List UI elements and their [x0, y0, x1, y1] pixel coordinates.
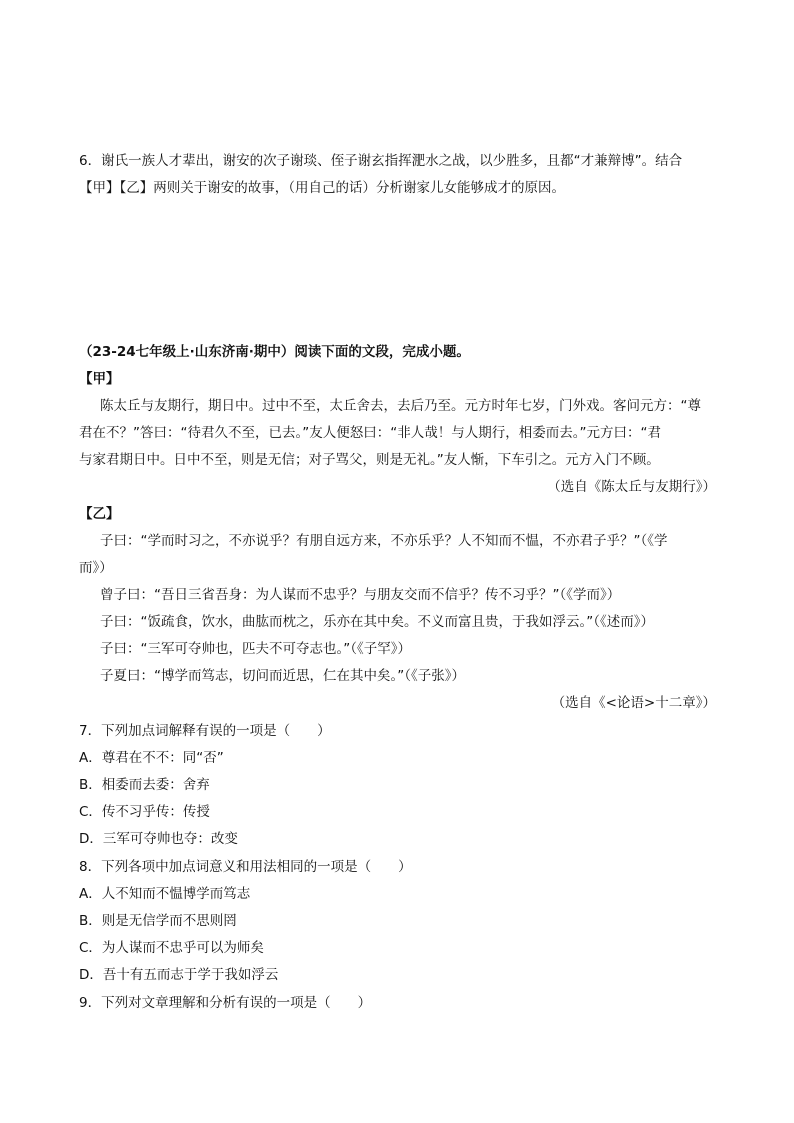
yi-line-4: 子曰：“饭疏食，饮水，曲肱而枕之，乐亦在其中矣。不义而富且贵，于我如浮云。”（《述而》）: [100, 614, 654, 630]
q8-option-b: B．则是无信学而不思则罔: [79, 913, 237, 929]
yi-line-6: 子夏曰：“博学而笃志，切问而近思，仁在其中矣。”（《子张》）: [100, 668, 465, 684]
jia-label: 【甲】: [79, 371, 120, 387]
q7-option-a: A．尊君在不不：同“否”: [79, 750, 224, 766]
section-intro: （23-24七年级上·山东济南·期中）阅读下面的文段，完成小题。: [79, 344, 470, 360]
q7-option-c: C．传不习乎传：传授: [79, 804, 210, 820]
q8-option-c: C．为人谋而不忠乎可以为师矣: [79, 940, 264, 956]
q7-stem: 7．下列加点词解释有误的一项是（ ）: [79, 723, 331, 739]
q9-stem: 9．下列对文章理解和分析有误的一项是（ ）: [79, 995, 372, 1011]
jia-source: （选自《陈太丘与友期行》）: [547, 479, 716, 495]
q6-text-line-2: 【甲】【乙】两则关于谢安的故事，（用自己的话）分析谢家儿女能够成才的原因。: [79, 180, 565, 196]
yi-line-2: 而》）: [79, 560, 113, 576]
jia-line-2: 君在不？”答曰：“待君久不至，已去。”友人便怒曰：“非人哉！与人期行，相委而去。”元方曰：“君: [79, 425, 661, 441]
yi-line-3: 曾子曰：“吾日三省吾身：为人谋而不忠乎？与朋友交而不信乎？传不习乎？”（《学而》）: [100, 587, 621, 603]
jia-line-1: 陈太丘与友期行，期日中。过中不至，太丘舍去，去后乃至。元方时年七岁，门外戏。客问元方：“尊: [100, 398, 701, 414]
yi-line-1: 子曰：“学而时习之，不亦说乎？有朋自远方来，不亦乐乎？人不知而不愠，不亦君子乎？”（《学: [100, 533, 668, 549]
q8-option-d: D．吾十有五而志于学于我如浮云: [79, 967, 279, 983]
yi-label: 【乙】: [79, 506, 120, 522]
q6-text-line-1: 6．谢氏一族人才辈出，谢安的次子谢琰、侄子谢玄指挥淝水之战，以少胜多，且都“才兼辩博”。结合: [79, 153, 683, 169]
yi-source: （选自《<论语>十二章》）: [551, 695, 716, 711]
jia-line-3: 与家君期日中。日中不至，则是无信；对子骂父，则是无礼。”友人惭，下车引之。元方入门不顾。: [79, 452, 660, 468]
q7-option-d: D．三军可夺帅也夺：改变: [79, 831, 238, 847]
yi-line-5: 子曰：“三军可夺帅也，匹夫不可夺志也。”（《子罕》）: [100, 641, 411, 657]
q7-option-b: B．相委而去委：舍弃: [79, 777, 210, 793]
q8-option-a: A．人不知而不愠博学而笃志: [79, 886, 251, 902]
q8-stem: 8．下列各项中加点词意义和用法相同的一项是（ ）: [79, 859, 412, 875]
